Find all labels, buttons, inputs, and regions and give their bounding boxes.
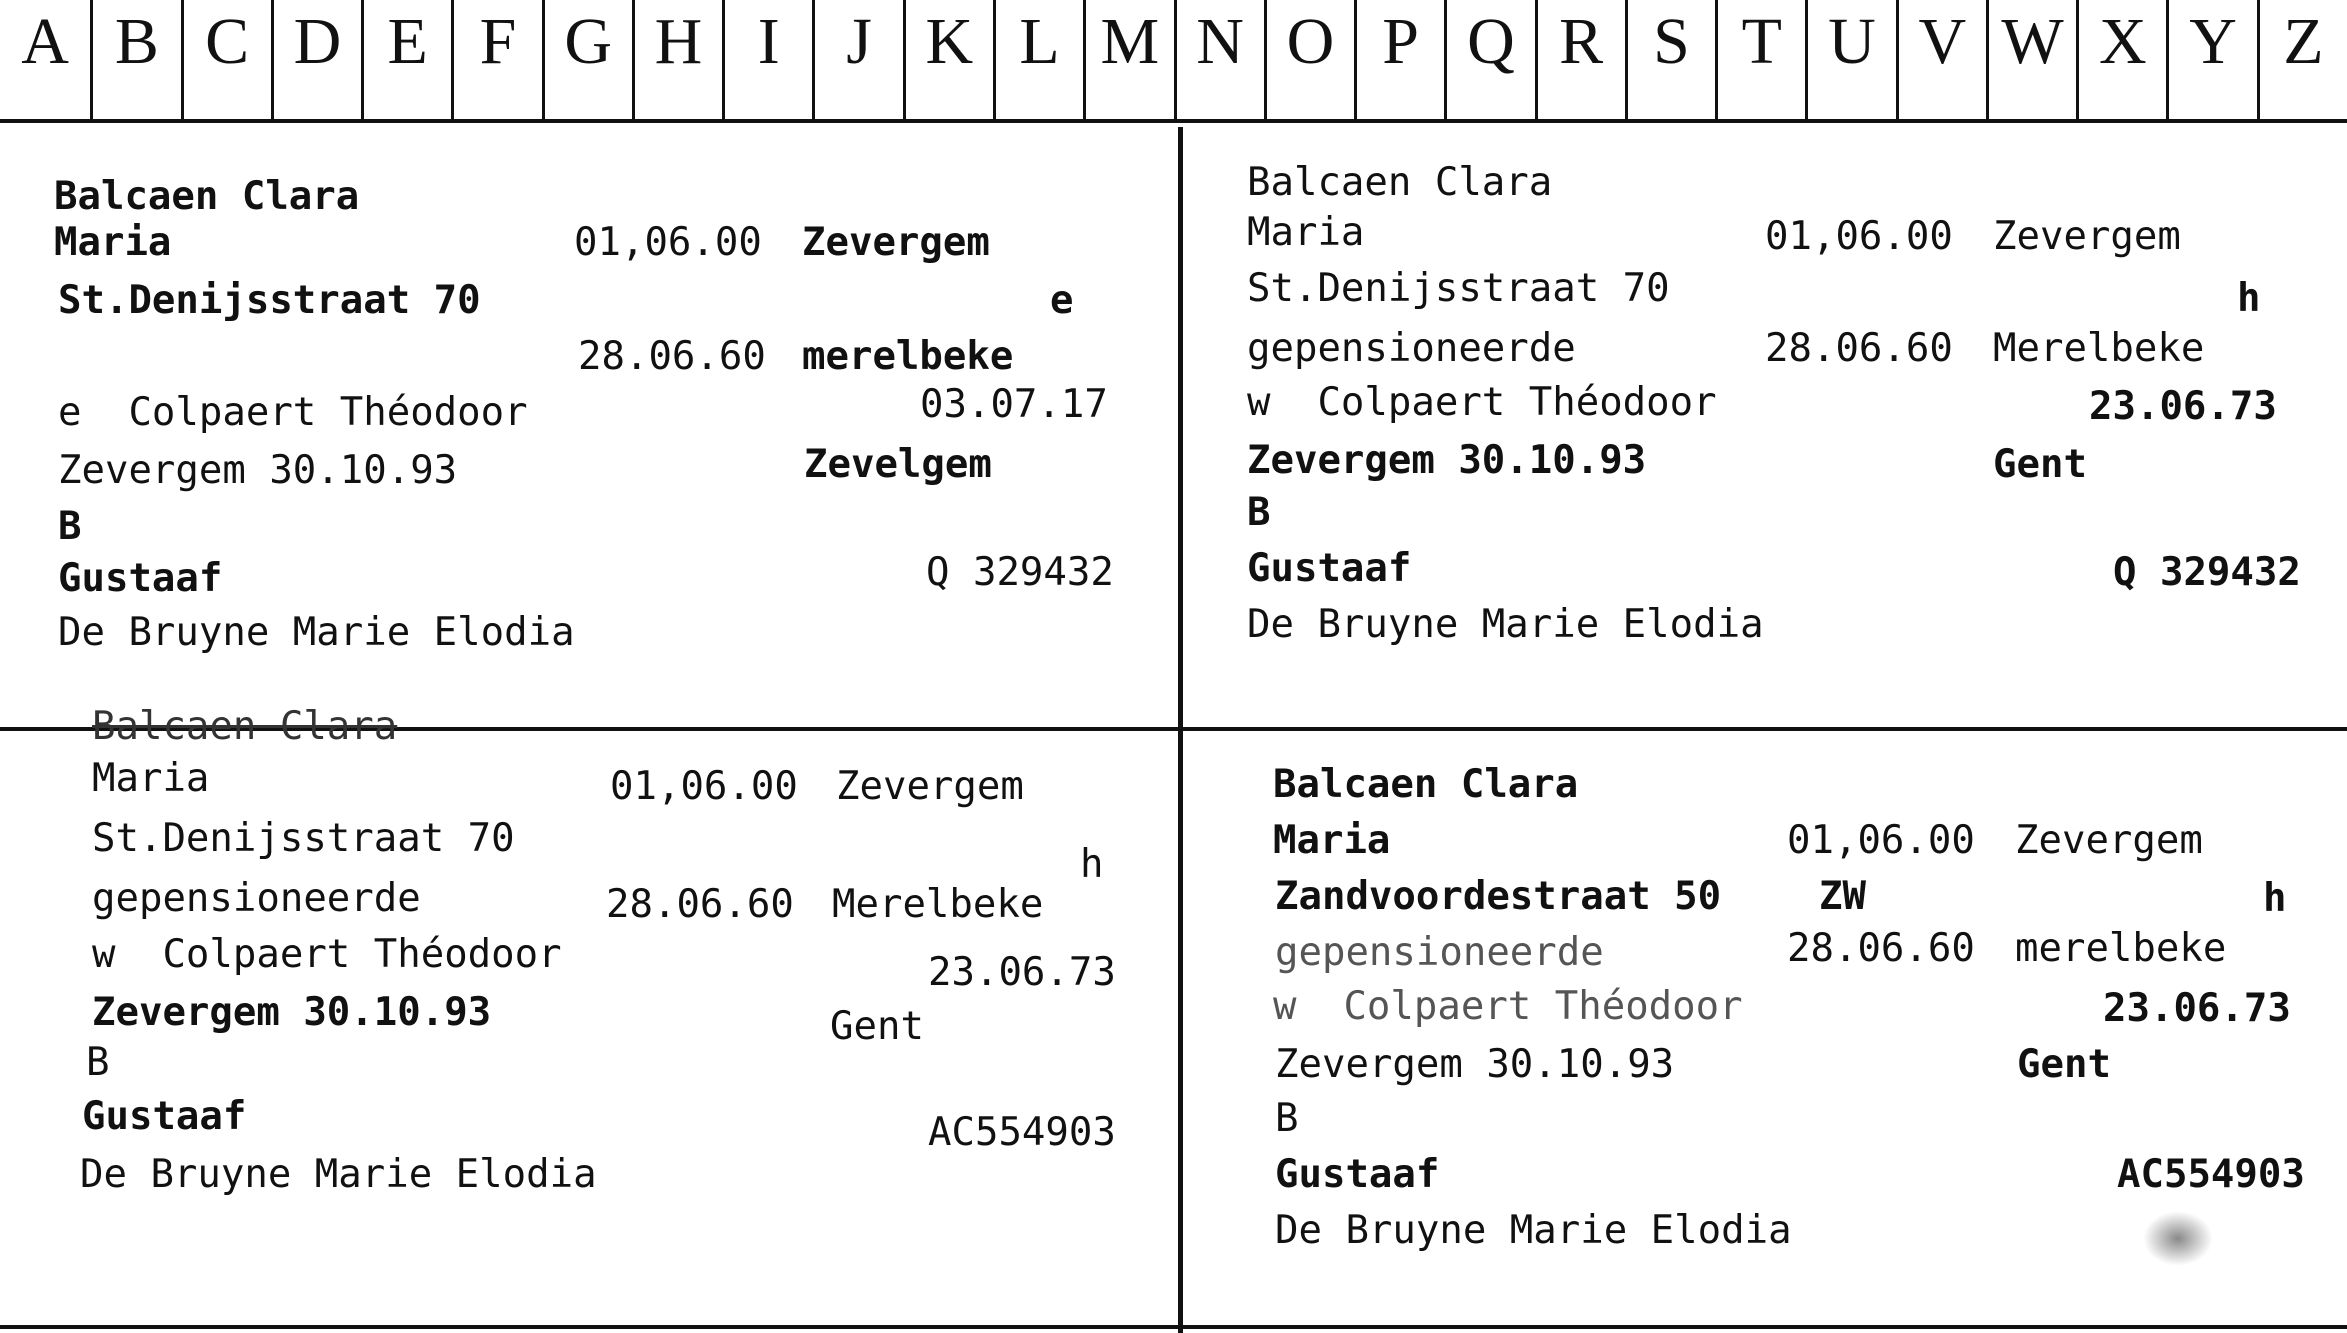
card-given-name: Maria	[54, 220, 172, 265]
card-mother: De Bruyne Marie Elodia	[58, 610, 575, 655]
tab-letter-u	[1805, 0, 1895, 122]
card-birth-place: Zevergem	[836, 764, 1024, 809]
card-place-2: Merelbeke	[1993, 326, 2205, 371]
tab-letter-q	[1444, 0, 1534, 122]
card-date-2: 28.06.60	[606, 882, 794, 927]
tab-letter-m	[1083, 0, 1173, 122]
card-reference: Q 329432	[2113, 550, 2301, 595]
tab-letter-b	[90, 0, 180, 122]
record-card-top-right	[1183, 127, 2347, 727]
card-given-name: Maria	[1273, 818, 1391, 863]
card-address: Zandvoordestraat 50	[1275, 874, 1722, 919]
record-card-top-left	[0, 127, 1178, 727]
card-birth-place: Zevergem	[2015, 818, 2203, 863]
card-spouse-place: Gent	[830, 1004, 924, 1049]
card-occupation: gepensioneerde	[1275, 930, 1604, 975]
card-name: Balcaen Clara	[1273, 762, 1579, 807]
card-address: St.Denijsstraat 70	[58, 278, 481, 323]
card-spouse-date: 23.06.73	[2089, 384, 2277, 429]
tab-letter-z	[2257, 0, 2347, 122]
tab-letter-a	[0, 0, 90, 122]
card-occupation: gepensioneerde	[1247, 326, 1576, 371]
card-date-2: 28.06.60	[1787, 926, 1975, 971]
tab-letter-label: Q	[1467, 5, 1515, 78]
card-reference: Q 329432	[926, 550, 1114, 595]
tab-letter-label: V	[1918, 5, 1967, 78]
tab-letter-t	[1715, 0, 1805, 122]
card-letter: B	[58, 504, 82, 549]
card-name: Balcaen Clara	[54, 174, 360, 219]
tab-letter-j	[812, 0, 902, 122]
card-name: Balcaen Clara	[1247, 160, 1553, 205]
card-letter: B	[1247, 490, 1271, 535]
tab-letter-w	[1986, 0, 2076, 122]
tab-letter-label: S	[1653, 5, 1690, 78]
card-letter: B	[1275, 1096, 1299, 1141]
card-given-name: Maria	[92, 756, 210, 801]
tab-letter-p	[1354, 0, 1444, 122]
card-father: Gustaaf	[1275, 1152, 1440, 1197]
card-spouse: w Colpaert Théodoor	[1273, 984, 1743, 1029]
card-mother: De Bruyne Marie Elodia	[1275, 1208, 1792, 1253]
tab-letter-n	[1174, 0, 1264, 122]
card-spouse-date: 23.06.73	[2103, 986, 2291, 1031]
card-birth-place: Zevergem	[802, 220, 990, 265]
card-spouse-place: Gent	[2017, 1042, 2111, 1087]
card-spouse-date: 23.06.73	[928, 950, 1116, 995]
card-spouse-birth: Zevergem 30.10.93	[58, 448, 458, 493]
card-date-2: 28.06.60	[578, 334, 766, 379]
card-zone: ZW	[1819, 874, 1866, 919]
card-father: Gustaaf	[1247, 546, 1412, 591]
tab-letter-s	[1625, 0, 1715, 122]
card-birth-place: Zevergem	[1993, 214, 2181, 259]
ink-smudge	[2143, 1211, 2213, 1266]
tab-letter-label: Z	[2283, 5, 2324, 78]
card-father: Gustaaf	[58, 556, 223, 601]
card-divider-bottom	[0, 1325, 2347, 1329]
card-mother: De Bruyne Marie Elodia	[1247, 602, 1764, 647]
card-mother: De Bruyne Marie Elodia	[80, 1152, 597, 1197]
card-letter: B	[86, 1040, 110, 1085]
card-spouse-birth: Zevergem 30.10.93	[1275, 1042, 1675, 1087]
tab-letter-x	[2076, 0, 2166, 122]
card-spouse: w Colpaert Théodoor	[1247, 380, 1717, 425]
tab-letter-label: M	[1100, 5, 1160, 78]
record-card-bottom-right	[1183, 731, 2347, 1325]
card-status-code: e	[1050, 278, 1074, 323]
tab-letter-label: R	[1559, 5, 1604, 78]
tab-strip-border	[0, 119, 2347, 123]
tab-letter-label: Y	[2189, 5, 2237, 78]
tab-letter-label: O	[1286, 5, 1335, 78]
tab-letter-d	[271, 0, 361, 122]
card-spouse-date: 03.07.17	[920, 382, 1108, 427]
tab-letter-label: X	[2098, 5, 2147, 78]
tab-letter-r	[1535, 0, 1625, 122]
card-spouse-birth: Zevergem 30.10.93	[1247, 438, 1647, 483]
card-given-name: Maria	[1247, 210, 1365, 255]
card-address: St.Denijsstraat 70	[1247, 266, 1670, 311]
card-status-code: h	[2263, 876, 2287, 921]
card-birth-date: 01,06.00	[574, 220, 762, 265]
tab-letter-i	[722, 0, 812, 122]
card-name-struck: Balcaen Clara	[92, 704, 398, 749]
tab-letter-l	[993, 0, 1083, 122]
card-status-code: h	[2237, 276, 2261, 321]
tab-letter-o	[1264, 0, 1354, 122]
tab-letter-k	[903, 0, 993, 122]
card-spouse-place: Zevelgem	[804, 442, 992, 487]
tab-letter-label: B	[114, 5, 159, 78]
tab-letter-g	[542, 0, 632, 122]
tab-letter-label: L	[1019, 5, 1060, 78]
tab-letter-label: I	[757, 5, 780, 78]
tab-letter-label: C	[205, 5, 250, 78]
card-reference: AC554903	[2117, 1152, 2305, 1197]
card-spouse-place: Gent	[1993, 442, 2087, 487]
card-birth-date: 01,06.00	[610, 764, 798, 809]
card-birth-date: 01,06.00	[1787, 818, 1975, 863]
card-status-code: h	[1080, 842, 1104, 887]
tab-letter-label: J	[846, 5, 872, 78]
card-place-2: merelbeke	[2015, 926, 2227, 971]
tab-letter-label: G	[564, 5, 613, 78]
card-reference: AC554903	[928, 1110, 1116, 1155]
tab-letter-label: A	[21, 5, 69, 78]
tab-letter-c	[181, 0, 271, 122]
tab-letter-label: W	[2001, 5, 2064, 78]
card-place-2: merelbeke	[802, 334, 1014, 379]
card-place-2: Merelbeke	[832, 882, 1044, 927]
tab-letter-v	[1896, 0, 1986, 122]
card-father: Gustaaf	[82, 1094, 247, 1139]
card-address: St.Denijsstraat 70	[92, 816, 515, 861]
card-spouse-birth: Zevergem 30.10.93	[92, 990, 492, 1035]
tab-letter-label: N	[1196, 5, 1244, 78]
card-birth-date: 01,06.00	[1765, 214, 1953, 259]
tab-letter-label: K	[925, 5, 974, 78]
card-occupation: gepensioneerde	[92, 876, 421, 921]
card-date-2: 28.06.60	[1765, 326, 1953, 371]
tab-letter-label: U	[1828, 5, 1876, 78]
record-card-bottom-left	[0, 704, 1178, 1325]
tab-letter-e	[361, 0, 451, 122]
tab-letter-label: F	[479, 5, 517, 78]
tab-letter-label: D	[293, 5, 342, 78]
tab-letter-label: P	[1382, 5, 1420, 78]
tab-letter-h	[632, 0, 722, 122]
tab-letter-y	[2166, 0, 2256, 122]
card-spouse: w Colpaert Théodoor	[92, 932, 562, 977]
tab-letter-label: H	[654, 5, 703, 78]
tab-letter-label: E	[387, 5, 428, 78]
tab-letter-f	[451, 0, 541, 122]
alphabet-tab-strip	[0, 0, 2347, 122]
card-spouse: e Colpaert Théodoor	[58, 390, 528, 435]
tab-letter-label: T	[1741, 5, 1782, 78]
